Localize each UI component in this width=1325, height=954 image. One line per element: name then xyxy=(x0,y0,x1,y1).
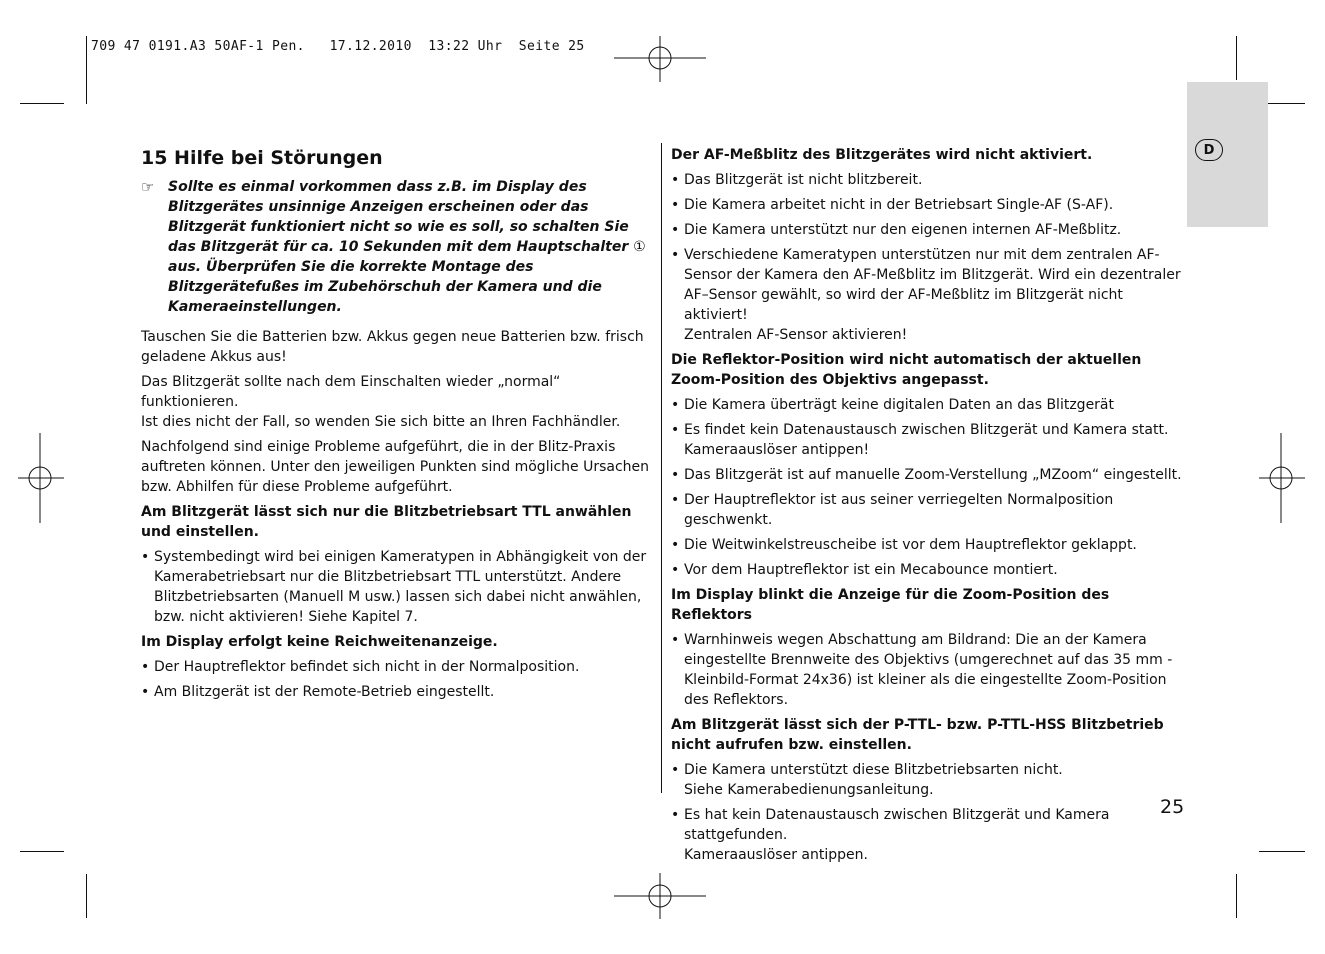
section-heading: Im Display erfolgt keine Reichweitenanzeige. xyxy=(141,634,498,650)
section-heading: Am Blitzgerät lässt sich nur die Blitzbetriebsart TTL anwählen und einstellen. xyxy=(141,504,632,540)
list-item: • Der Hauptreflektor ist aus seiner verriegelten Normalposition geschwenkt. xyxy=(671,490,1183,530)
pointing-hand-icon: ☞ xyxy=(141,178,155,196)
section-heading: Die Reflektor-Position wird nicht automatisch der aktuellen Zoom-Position des Objektivs angepasst. xyxy=(671,352,1142,388)
registration-mark-left xyxy=(18,433,64,523)
crop-mark xyxy=(86,36,87,104)
paragraph-line: Ist dies nicht der Fall, so wenden Sie sich bitte an Ihren Fachhändler. xyxy=(141,414,621,430)
list-item: • Das Blitzgerät ist auf manuelle Zoom-Verstellung „MZoom“ eingestellt. xyxy=(671,465,1183,485)
registration-mark-right xyxy=(1259,433,1305,523)
registration-mark-top xyxy=(614,36,706,82)
list-item: • Warnhinweis wegen Abschattung am Bildrand: Die an der Kamera eingestellte Brennweite des Objektivs (umgerechnet auf das 35 mm - Kleinbild-Format 24x36) ist kleiner als die eingestellte Zoom-Position des Reflektors. xyxy=(671,630,1183,710)
list-item-text: Kameraauslöser antippen. xyxy=(684,847,868,863)
note-block xyxy=(141,177,656,317)
list-item: • Die Kamera arbeitet nicht in der Betriebsart Single-AF (S-AF). xyxy=(671,195,1183,215)
list-item-text: • Die Kamera unterstützt diese Blitzbetriebsarten nicht. xyxy=(684,762,1063,778)
language-badge: D xyxy=(1195,139,1223,161)
paragraph: Tauschen Sie die Batterien bzw. Akkus gegen neue Batterien bzw. frisch geladene Akkus aus! xyxy=(141,329,644,365)
list-item xyxy=(671,760,1183,800)
list-item xyxy=(671,245,1183,345)
list-item: • Das Blitzgerät ist nicht blitzbereit. xyxy=(671,170,1183,190)
paragraph: Nachfolgend sind einige Probleme aufgeführt, die in der Blitz-Praxis auftreten können. Unter den jeweiligen Punkten sind mögliche Ursachen bzw. Abhilfen für diese Probleme aufgeführt. xyxy=(141,439,650,495)
paragraph-line: Das Blitzgerät sollte nach dem Einschalten wieder „normal“ funktionieren. xyxy=(141,374,561,410)
print-header: 709 47 0191.A3 50AF-1 Pen. 17.12.2010 13:22 Uhr Seite 25 xyxy=(91,39,585,54)
section-heading: Am Blitzgerät lässt sich der P-TTL- bzw. P-TTL-HSS Blitzbetrieb nicht aufrufen bzw. einstellen. xyxy=(671,717,1164,753)
crop-mark xyxy=(20,103,64,104)
circled-number-one: ① xyxy=(633,239,646,255)
crop-mark xyxy=(1236,36,1237,80)
list-item-text: • Es findet kein Datenaustausch zwischen Blitzgerät und Kamera statt. xyxy=(684,422,1169,438)
list-item: • Die Kamera überträgt keine digitalen Daten an das Blitzgerät xyxy=(671,395,1183,415)
section-heading: Der AF-Meßblitz des Blitzgerätes wird nicht aktiviert. xyxy=(671,147,1093,163)
crop-mark xyxy=(1259,851,1305,852)
list-item xyxy=(671,805,1183,865)
list-item: • Der Hauptreflektor befindet sich nicht in der Normalposition. xyxy=(141,657,656,677)
list-item: • Die Weitwinkelstreuscheibe ist vor dem Hauptreflektor geklappt. xyxy=(671,535,1183,555)
note-text: aus. Überprüfen Sie die korrekte Montage des Blitzgerätefußes im Zubehörschuh der Kamera und die Kameraeinstellungen. xyxy=(168,259,602,315)
list-item xyxy=(671,420,1183,460)
list-item-text: Zentralen AF-Sensor aktivieren! xyxy=(684,327,908,343)
crop-mark xyxy=(86,874,87,918)
page-number: 25 xyxy=(1160,796,1185,818)
list-item: • Systembedingt wird bei einigen Kameratypen in Abhängigkeit von der Kamerabetriebsart nur die Blitzbetriebsart TTL unterstützt. Andere Blitzbetriebsarten (Manuell M usw.) lassen sich dabei nicht anwählen, bzw. nicht aktivieren! Siehe Kapitel 7. xyxy=(141,547,656,627)
registration-mark-bottom xyxy=(614,873,706,919)
list-item: • Am Blitzgerät ist der Remote-Betrieb eingestellt. xyxy=(141,682,656,702)
left-column xyxy=(141,145,656,707)
list-item: • Vor dem Hauptreflektor ist ein Mecabounce montiert. xyxy=(671,560,1183,580)
page-title: 15 Hilfe bei Störungen xyxy=(141,147,383,169)
list-item-text: • Verschiedene Kameratypen unterstützen nur mit dem zentralen AF-Sensor der Kamera den AF-Meßblitz im Blitzgerät. Wird ein dezentraler AF–Sensor gewählt, so wird der AF-Meßblitz im Blitzgerät nicht aktiviert! xyxy=(684,247,1181,323)
right-column xyxy=(671,145,1183,870)
list-item-text: Kameraauslöser antippen! xyxy=(684,442,870,458)
note-text: Sollte es einmal vorkommen dass z.B. im Display des Blitzgerätes unsinnige Anzeigen erscheinen oder das Blitzgerät funktioniert nicht so wie es soll, so schalten Sie das Blitzgerät für ca. 10 Sekunden mit dem Hauptschalter xyxy=(168,179,629,255)
crop-mark xyxy=(1236,874,1237,918)
column-divider xyxy=(661,143,662,793)
list-item-text: Siehe Kamerabedienungsanleitung. xyxy=(684,782,934,798)
section-heading: Im Display blinkt die Anzeige für die Zoom-Position des Reflektors xyxy=(671,587,1110,623)
paragraph xyxy=(141,372,656,432)
crop-mark xyxy=(20,851,64,852)
list-item-text: • Es hat kein Datenaustausch zwischen Blitzgerät und Kamera stattgefunden. xyxy=(684,807,1110,843)
list-item: • Die Kamera unterstützt nur den eigenen internen AF-Meßblitz. xyxy=(671,220,1183,240)
